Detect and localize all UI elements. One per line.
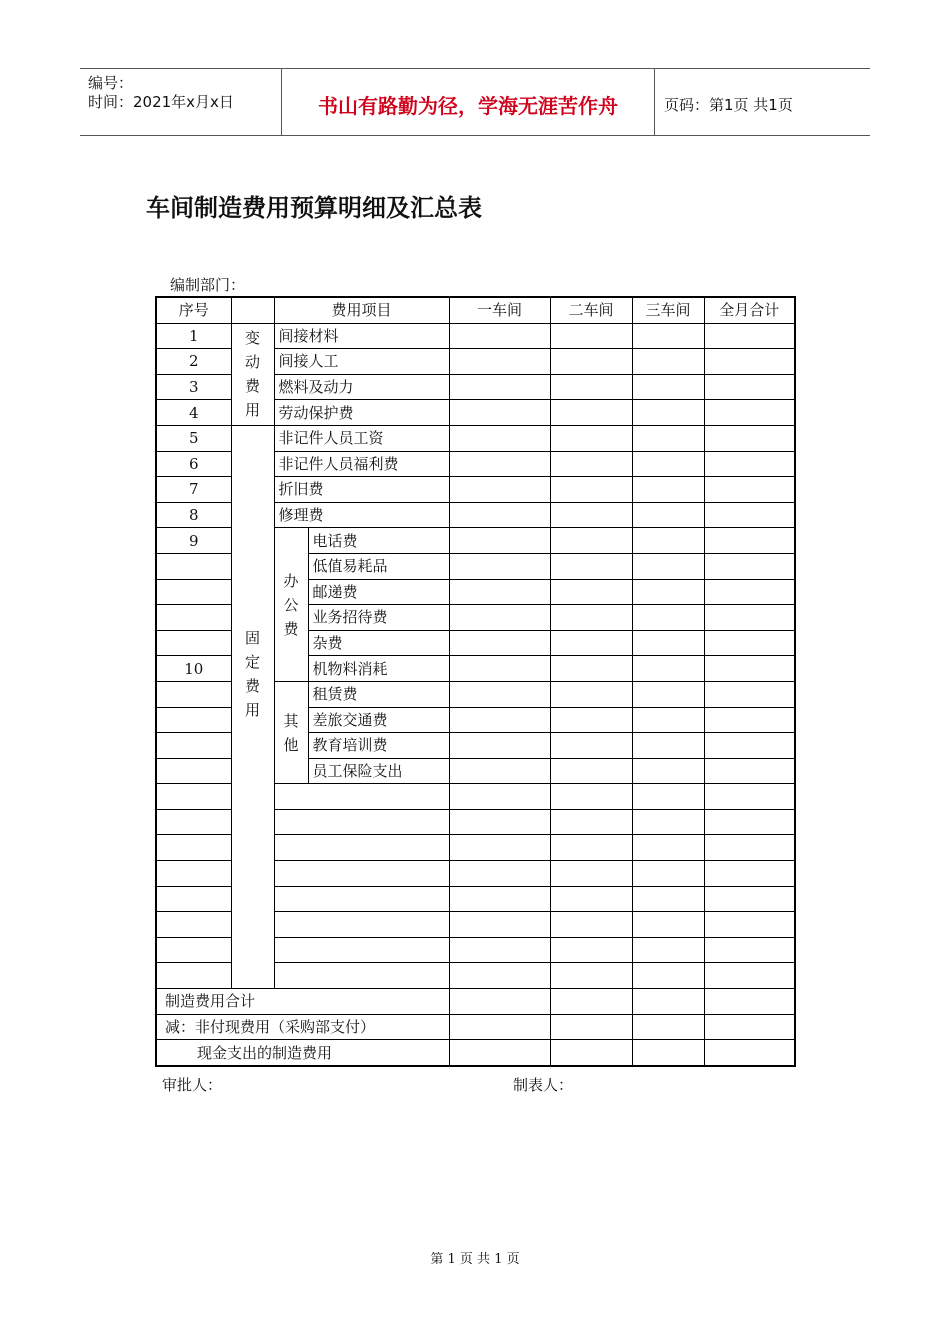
cell-ws3[interactable] (632, 400, 704, 426)
cell-ws3[interactable] (632, 912, 704, 938)
cell-ws2[interactable] (550, 1014, 632, 1040)
cell-ws1[interactable] (449, 477, 550, 503)
cell-total[interactable] (704, 605, 795, 631)
cell-ws1[interactable] (449, 656, 550, 682)
category-char: 其 (283, 711, 299, 730)
row-seq: 8 (156, 502, 231, 528)
cell-ws1[interactable] (449, 809, 550, 835)
cell-ws3[interactable] (632, 963, 704, 989)
cell-ws2[interactable] (550, 349, 632, 375)
row-item: 低值易耗品 (308, 553, 449, 579)
row-item: 机物料消耗 (308, 656, 449, 682)
cell-total[interactable] (704, 963, 795, 989)
row-seq: 10 (156, 656, 231, 682)
row-seq (156, 733, 231, 759)
cell-ws3[interactable] (632, 937, 704, 963)
cell-ws2[interactable] (550, 733, 632, 759)
subcategory-other (274, 681, 308, 783)
cell-ws2[interactable] (550, 681, 632, 707)
cell-ws3[interactable] (632, 1040, 704, 1066)
cell-total[interactable] (704, 656, 795, 682)
cell-ws2[interactable] (550, 553, 632, 579)
row-seq (156, 886, 231, 912)
cell-ws3[interactable] (632, 630, 704, 656)
cell-ws3[interactable] (632, 323, 704, 349)
row-item[interactable] (274, 912, 449, 938)
cell-ws1[interactable] (449, 758, 550, 784)
row-item[interactable] (274, 835, 449, 861)
cell-ws2[interactable] (550, 989, 632, 1015)
cell-ws3[interactable] (632, 374, 704, 400)
col-header-ws1: 一车间 (449, 297, 550, 323)
cell-ws2[interactable] (550, 374, 632, 400)
cell-ws2[interactable] (550, 861, 632, 887)
page-number: 第 1 页 共 1 页 (430, 1252, 520, 1267)
cell-total[interactable] (704, 528, 795, 554)
cell-ws2[interactable] (550, 707, 632, 733)
cell-ws2[interactable] (550, 323, 632, 349)
row-seq: 9 (156, 528, 231, 554)
row-item: 劳动保护费 (274, 400, 449, 426)
header-divider-right (654, 68, 655, 136)
cell-ws1[interactable] (449, 707, 550, 733)
cell-ws3[interactable] (632, 707, 704, 733)
cell-ws2[interactable] (550, 425, 632, 451)
row-item[interactable] (274, 784, 449, 810)
row-item[interactable] (274, 886, 449, 912)
row-item: 间接人工 (274, 349, 449, 375)
cell-ws3[interactable] (632, 809, 704, 835)
cell-ws3[interactable] (632, 477, 704, 503)
cell-ws2[interactable] (550, 477, 632, 503)
cell-ws2[interactable] (550, 451, 632, 477)
cell-total[interactable] (704, 374, 795, 400)
category-char: 公 (283, 595, 299, 614)
row-seq: 2 (156, 349, 231, 375)
row-item: 修理费 (274, 502, 449, 528)
cell-total[interactable] (704, 707, 795, 733)
cell-total[interactable] (704, 579, 795, 605)
cell-ws1[interactable] (449, 425, 550, 451)
cell-ws1[interactable] (449, 733, 550, 759)
cell-total[interactable] (704, 451, 795, 477)
row-seq (156, 937, 231, 963)
category-char: 费 (244, 377, 260, 396)
subcategory-office (274, 528, 308, 682)
row-seq (156, 630, 231, 656)
summary-row-total (156, 989, 795, 1015)
cell-ws1[interactable] (449, 528, 550, 554)
row-seq (156, 553, 231, 579)
row-item: 杂费 (308, 630, 449, 656)
cell-ws1[interactable] (449, 912, 550, 938)
budget-table (155, 296, 796, 1067)
cell-ws2[interactable] (550, 605, 632, 631)
row-item: 燃料及动力 (274, 374, 449, 400)
cell-ws1[interactable] (449, 886, 550, 912)
cell-total[interactable] (704, 323, 795, 349)
cell-ws3[interactable] (632, 989, 704, 1015)
cell-ws2[interactable] (550, 528, 632, 554)
col-header-category (231, 297, 274, 323)
category-char: 费 (244, 676, 260, 695)
row-item[interactable] (274, 963, 449, 989)
cell-total[interactable] (704, 937, 795, 963)
category-char: 变 (244, 329, 260, 348)
cell-ws1[interactable] (449, 963, 550, 989)
cell-ws3[interactable] (632, 553, 704, 579)
col-header-ws3: 三车间 (632, 297, 704, 323)
doc-code-label: 编号： (88, 74, 134, 92)
cell-total[interactable] (704, 1040, 795, 1066)
cell-total[interactable] (704, 681, 795, 707)
cell-total[interactable] (704, 758, 795, 784)
row-item: 租赁费 (308, 681, 449, 707)
row-item: 员工保险支出 (308, 758, 449, 784)
row-item: 非记件人员福利费 (274, 451, 449, 477)
cell-ws3[interactable] (632, 579, 704, 605)
row-seq (156, 809, 231, 835)
cell-total[interactable] (704, 861, 795, 887)
page-title: 车间制造费用预算明细及汇总表 (146, 194, 482, 222)
cell-ws2[interactable] (550, 1040, 632, 1066)
cell-ws3[interactable] (632, 1014, 704, 1040)
table-row (156, 323, 795, 349)
cell-ws2[interactable] (550, 502, 632, 528)
cell-ws2[interactable] (550, 579, 632, 605)
cell-ws3[interactable] (632, 861, 704, 887)
cell-ws3[interactable] (632, 681, 704, 707)
cell-ws3[interactable] (632, 835, 704, 861)
cell-ws1[interactable] (449, 835, 550, 861)
cell-ws1[interactable] (449, 681, 550, 707)
row-seq (156, 784, 231, 810)
doc-time-label: 时间：2021年x月x日 (88, 93, 234, 111)
cell-total[interactable] (704, 502, 795, 528)
cell-total[interactable] (704, 989, 795, 1015)
row-item: 折旧费 (274, 477, 449, 503)
cell-total[interactable] (704, 912, 795, 938)
cell-ws3[interactable] (632, 528, 704, 554)
header-bottom-rule (80, 135, 870, 136)
cell-ws3[interactable] (632, 425, 704, 451)
row-item[interactable] (274, 809, 449, 835)
row-seq (156, 605, 231, 631)
cell-ws2[interactable] (550, 835, 632, 861)
cell-total[interactable] (704, 553, 795, 579)
cell-total[interactable] (704, 477, 795, 503)
row-seq (156, 835, 231, 861)
cell-ws2[interactable] (550, 630, 632, 656)
summary-row-cash (156, 1040, 795, 1066)
cell-ws3[interactable] (632, 502, 704, 528)
row-seq (156, 861, 231, 887)
cell-ws1[interactable] (449, 451, 550, 477)
category-fixed (231, 425, 274, 988)
cell-ws1[interactable] (449, 323, 550, 349)
cell-ws3[interactable] (632, 886, 704, 912)
category-char: 费 (283, 619, 299, 638)
row-seq: 1 (156, 323, 231, 349)
row-seq (156, 707, 231, 733)
category-char: 固 (244, 628, 260, 647)
cell-total[interactable] (704, 400, 795, 426)
cell-ws2[interactable] (550, 963, 632, 989)
cell-total[interactable] (704, 835, 795, 861)
cell-ws2[interactable] (550, 912, 632, 938)
row-item[interactable] (274, 937, 449, 963)
row-seq (156, 963, 231, 989)
category-char: 他 (283, 735, 299, 754)
summary-cash-label: 现金支出的制造费用 (156, 1040, 449, 1066)
cell-ws3[interactable] (632, 758, 704, 784)
summary-less-label: 减：非付现费用（采购部支付） (156, 1014, 449, 1040)
header-top-rule (80, 68, 870, 69)
row-seq: 7 (156, 477, 231, 503)
col-header-seq: 序号 (156, 297, 231, 323)
cell-ws2[interactable] (550, 758, 632, 784)
cell-total[interactable] (704, 733, 795, 759)
cell-ws1[interactable] (449, 989, 550, 1015)
cell-ws3[interactable] (632, 605, 704, 631)
cell-total[interactable] (704, 349, 795, 375)
cell-ws2[interactable] (550, 809, 632, 835)
cell-ws3[interactable] (632, 784, 704, 810)
cell-ws1[interactable] (449, 349, 550, 375)
category-char: 动 (244, 353, 260, 372)
cell-ws1[interactable] (449, 400, 550, 426)
cell-ws1[interactable] (449, 937, 550, 963)
cell-ws1[interactable] (449, 502, 550, 528)
cell-ws2[interactable] (550, 886, 632, 912)
row-item: 间接材料 (274, 323, 449, 349)
category-char: 办 (283, 571, 299, 590)
cell-ws1[interactable] (449, 605, 550, 631)
cell-ws1[interactable] (449, 630, 550, 656)
cell-total[interactable] (704, 886, 795, 912)
cell-total[interactable] (704, 630, 795, 656)
col-header-total: 全月合计 (704, 297, 795, 323)
summary-total-label: 制造费用合计 (156, 989, 449, 1015)
row-seq: 6 (156, 451, 231, 477)
category-char: 用 (244, 700, 260, 719)
row-seq: 3 (156, 374, 231, 400)
category-char: 用 (244, 401, 260, 420)
cell-ws1[interactable] (449, 1014, 550, 1040)
preparer-label: 制表人： (513, 1076, 574, 1094)
col-header-item: 费用项目 (274, 297, 449, 323)
cell-ws1[interactable] (449, 1040, 550, 1066)
col-header-ws2: 二车间 (550, 297, 632, 323)
row-item: 差旅交通费 (308, 707, 449, 733)
category-variable (231, 323, 274, 425)
cell-ws3[interactable] (632, 349, 704, 375)
cell-ws1[interactable] (449, 374, 550, 400)
cell-ws1[interactable] (449, 579, 550, 605)
page-indicator: 页码：第1页 共1页 (664, 96, 793, 114)
approver-label: 审批人： (162, 1076, 223, 1094)
cell-total[interactable] (704, 784, 795, 810)
row-item: 电话费 (308, 528, 449, 554)
row-seq (156, 579, 231, 605)
row-item: 非记件人员工资 (274, 425, 449, 451)
cell-ws1[interactable] (449, 553, 550, 579)
dept-label: 编制部门： (170, 276, 246, 294)
row-item: 教育培训费 (308, 733, 449, 759)
summary-row-less (156, 1014, 795, 1040)
category-char: 定 (244, 652, 260, 671)
cell-ws2[interactable] (550, 937, 632, 963)
row-seq (156, 912, 231, 938)
cell-ws3[interactable] (632, 733, 704, 759)
cell-ws3[interactable] (632, 656, 704, 682)
row-item: 业务招待费 (308, 605, 449, 631)
cell-total[interactable] (704, 425, 795, 451)
cell-total[interactable] (704, 809, 795, 835)
motto-banner: 书山有路勤为径，学海无涯苦作舟 (318, 94, 618, 118)
row-item[interactable] (274, 861, 449, 887)
cell-ws3[interactable] (632, 451, 704, 477)
cell-ws2[interactable] (550, 784, 632, 810)
cell-ws1[interactable] (449, 784, 550, 810)
cell-ws1[interactable] (449, 861, 550, 887)
row-seq: 4 (156, 400, 231, 426)
row-seq (156, 758, 231, 784)
row-seq (156, 681, 231, 707)
cell-total[interactable] (704, 1014, 795, 1040)
row-item: 邮递费 (308, 579, 449, 605)
table-header-row (156, 297, 795, 323)
row-seq: 5 (156, 425, 231, 451)
cell-ws2[interactable] (550, 400, 632, 426)
cell-ws2[interactable] (550, 656, 632, 682)
table-row (156, 425, 795, 451)
